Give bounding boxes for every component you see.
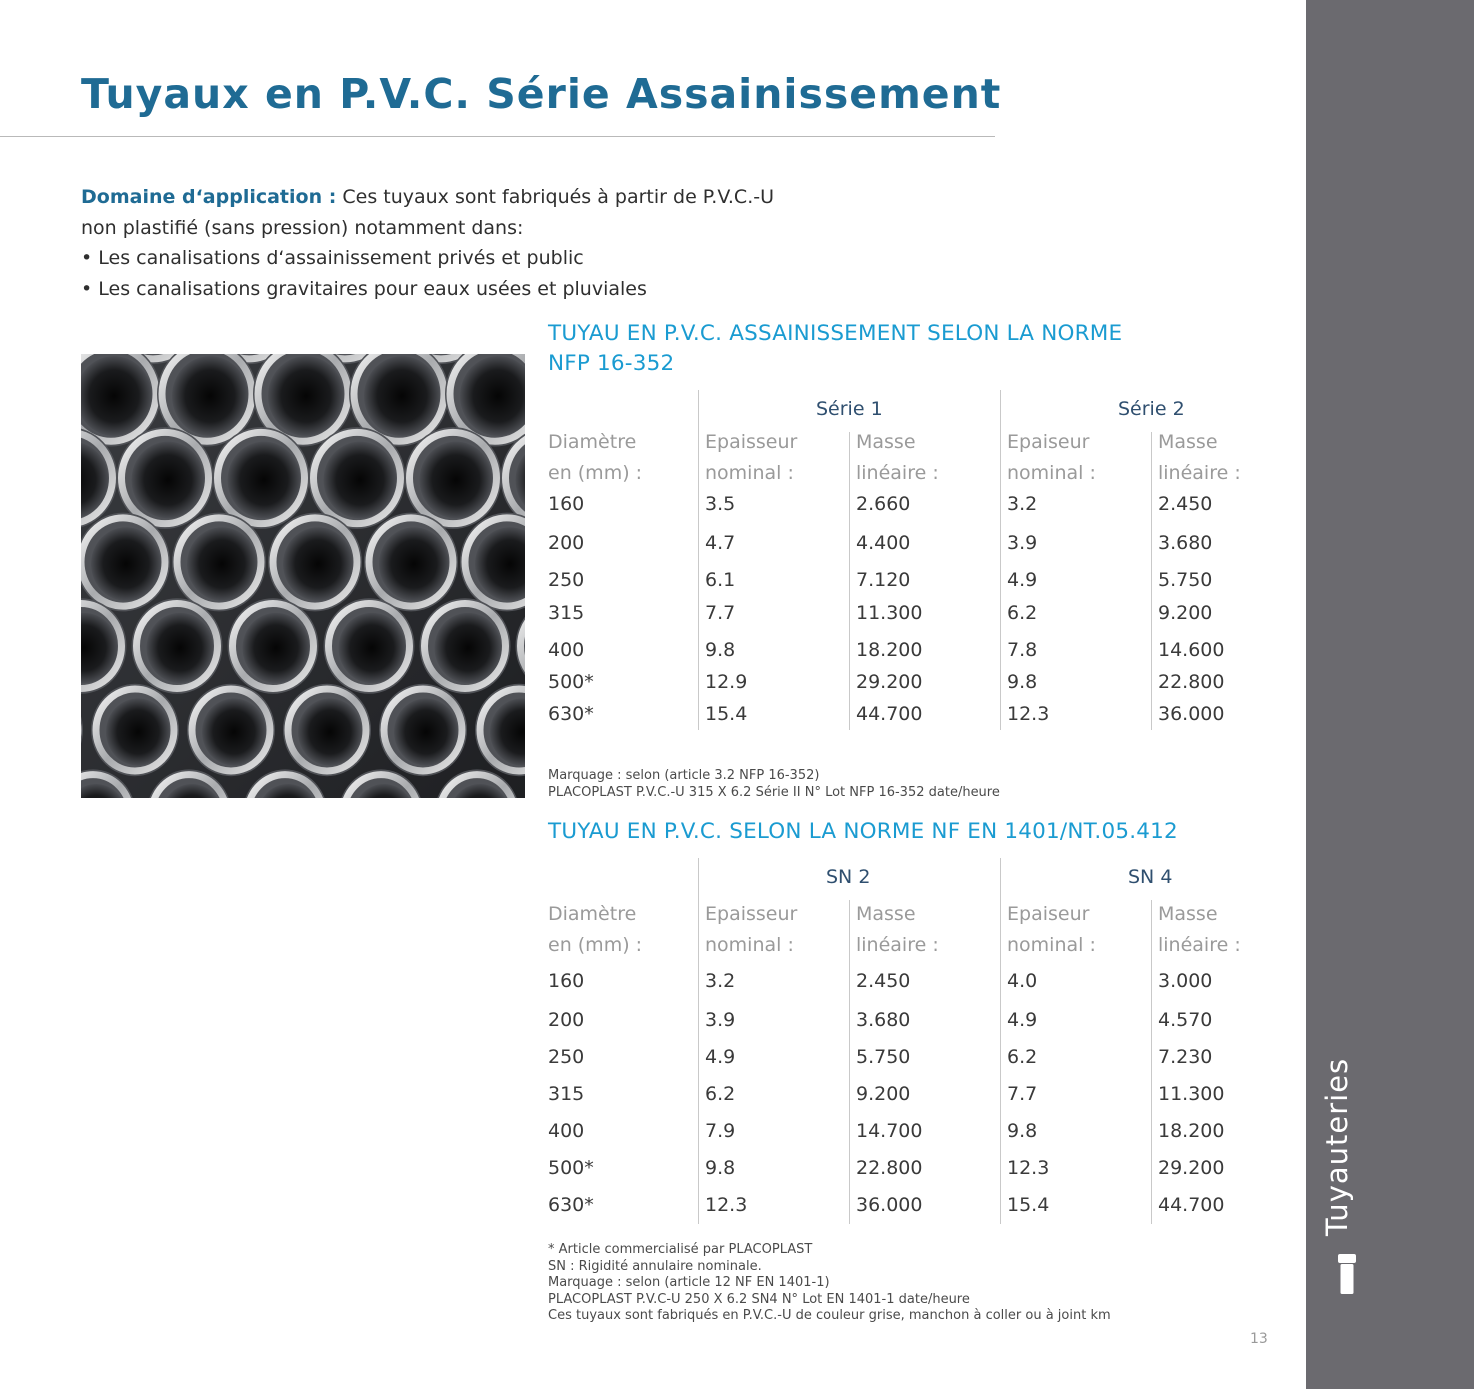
- table-cell: 160: [548, 970, 585, 992]
- table-cell: 7.7: [1007, 1083, 1038, 1105]
- page-title: Tuyaux en P.V.C. Série Assainissement: [81, 70, 1002, 118]
- table-cell: 9.8: [705, 639, 736, 661]
- intro-bullet-1: • Les canalisations d‘assainissement privés et public: [81, 247, 584, 269]
- table-cell: 500*: [548, 1157, 594, 1179]
- pipe-opening: [106, 698, 170, 765]
- group-serie-1: Série 1: [816, 398, 883, 420]
- table-cell: 400: [548, 639, 585, 661]
- table-cell: 4.570: [1158, 1009, 1213, 1031]
- table-cell: 630*: [548, 1194, 594, 1216]
- table-cell: 12.3: [1007, 1157, 1050, 1179]
- note-line: PLACOPLAST P.V.C.-U 315 X 6.2 Série II N° Lot NFP 16-352 date/heure: [548, 784, 1000, 800]
- pipe-opening: [228, 442, 301, 519]
- table-cell: 2.450: [856, 970, 911, 992]
- note-line: * Article commercialisé par PLACOPLAST: [548, 1242, 813, 1257]
- group-sn-4: SN 4: [1128, 866, 1173, 888]
- header-epaisseur-1: Epaisseur nominal :: [705, 431, 798, 484]
- table-cell: 500*: [548, 671, 594, 693]
- table-cell: 4.9: [1007, 569, 1038, 591]
- pipe-opening: [394, 698, 458, 765]
- section1-title-line1: TUYAU EN P.V.C. ASSAINISSEMENT SELON LA NORME: [548, 321, 1123, 346]
- table-cell: 6.2: [1007, 602, 1038, 624]
- table-cell: 4.7: [705, 532, 736, 554]
- table-cell: 4.400: [856, 532, 911, 554]
- pipe-opening: [147, 613, 214, 683]
- table-divider: [849, 432, 850, 730]
- table-cell: 9.8: [705, 1157, 736, 1179]
- table-cell: 200: [548, 532, 585, 554]
- table-cell: 4.9: [1007, 1009, 1038, 1031]
- sidebar-label: Tuyauteries: [1320, 1057, 1354, 1236]
- table-cell: 3.2: [705, 970, 736, 992]
- table-cell: 36.000: [856, 1194, 923, 1216]
- table-cell: 200: [548, 1009, 585, 1031]
- table-cell: 5.750: [1158, 569, 1213, 591]
- pipe-opening: [202, 698, 266, 765]
- table-cell: 4.9: [705, 1046, 736, 1068]
- section1-notes: [548, 768, 1000, 801]
- table-cell: 4.0: [1007, 970, 1038, 992]
- note-line: Marquage : selon (article 3.2 NFP 16-352): [548, 768, 820, 783]
- table-cell: 9.200: [856, 1083, 911, 1105]
- table-cell: 3.5: [705, 493, 736, 515]
- table-cell: 12.3: [705, 1194, 748, 1216]
- table-cell: 6.2: [705, 1083, 736, 1105]
- note-line: Marquage : selon (article 12 NF EN 1401-1): [548, 1275, 830, 1290]
- table-cell: 315: [548, 1083, 585, 1105]
- table-cell: 36.000: [1158, 703, 1225, 725]
- section1-title-line2: NFP 16-352: [548, 351, 675, 376]
- table-divider: [698, 390, 699, 730]
- table-cell: 3.2: [1007, 493, 1038, 515]
- pipe-opening: [339, 613, 406, 683]
- group-sn-2: SN 2: [826, 866, 871, 888]
- header-epaisseur-2: Epaiseur nominal :: [1007, 903, 1096, 956]
- pipe-icon: [1338, 1254, 1356, 1294]
- pipe-opening: [268, 356, 344, 436]
- title-divider: [0, 136, 995, 137]
- pipe-opening: [324, 442, 397, 519]
- pipe-opening: [379, 527, 449, 601]
- intro-label: Domaine d‘application :: [81, 186, 337, 208]
- table-cell: 160: [548, 493, 585, 515]
- pipe-opening: [132, 442, 205, 519]
- pipe-opening: [187, 527, 257, 601]
- table-cell: 2.660: [856, 493, 911, 515]
- pipes-illustration: [81, 354, 525, 798]
- note-line: PLACOPLAST P.V.C-U 250 X 6.2 SN4 N° Lot EN 1401-1 date/heure: [548, 1291, 970, 1307]
- table-cell: 2.450: [1158, 493, 1213, 515]
- pipes-photo: [81, 354, 525, 798]
- table-cell: 15.4: [1007, 1194, 1050, 1216]
- table-cell: 3.9: [1007, 532, 1038, 554]
- table-cell: 11.300: [856, 602, 923, 624]
- section1-title: [548, 319, 1122, 379]
- table-cell: 6.2: [1007, 1046, 1038, 1068]
- table-cell: 7.7: [705, 602, 736, 624]
- table-cell: 3.9: [705, 1009, 736, 1031]
- pipe-opening: [91, 527, 161, 601]
- table-divider: [1000, 390, 1001, 730]
- table-cell: 315: [548, 602, 585, 624]
- table-divider: [1151, 432, 1152, 730]
- table-cell: 400: [548, 1120, 585, 1142]
- page-number: 13: [1250, 1331, 1268, 1347]
- note-line: Ces tuyaux sont fabriqués en P.V.C.-U de couleur grise, manchon à coller ou à joint km: [548, 1308, 1111, 1323]
- intro-bullet-2: • Les canalisations gravitaires pour eaux usées et pluviales: [81, 277, 647, 300]
- pipe-opening: [243, 613, 310, 683]
- intro-line-1: [81, 182, 841, 213]
- pipe-opening: [435, 613, 502, 683]
- pipe-opening: [420, 442, 493, 519]
- pipe-opening: [172, 356, 248, 436]
- header-masse-2: Masse linéaire :: [1158, 903, 1241, 956]
- pipe-opening: [283, 527, 353, 601]
- table-divider: [1151, 900, 1152, 1224]
- table-cell: 7.230: [1158, 1046, 1213, 1068]
- table-cell: 29.200: [856, 671, 923, 693]
- table-cell: 630*: [548, 703, 594, 725]
- table-cell: 250: [548, 569, 585, 591]
- table-cell: 18.200: [856, 639, 923, 661]
- table-cell: 14.600: [1158, 639, 1225, 661]
- table-cell: 3.680: [1158, 532, 1213, 554]
- table-cell: 9.8: [1007, 1120, 1038, 1142]
- table-cell: 5.750: [856, 1046, 911, 1068]
- table-cell: 7.9: [705, 1120, 736, 1142]
- header-epaisseur-1: Epaisseur nominal :: [705, 903, 798, 956]
- table-cell: 22.800: [1158, 671, 1225, 693]
- table-divider: [698, 858, 699, 1224]
- table-cell: 6.1: [705, 569, 736, 591]
- pipe-opening: [298, 698, 362, 765]
- table-cell: 44.700: [1158, 1194, 1225, 1216]
- table-cell: 3.680: [856, 1009, 911, 1031]
- header-epaisseur-2: Epaiseur nominal :: [1007, 431, 1096, 484]
- table-divider: [849, 900, 850, 1224]
- section2-title: TUYAU EN P.V.C. SELON LA NORME NF EN 1401/NT.05.412: [548, 819, 1178, 844]
- group-serie-2: Série 2: [1118, 398, 1185, 420]
- header-diametre: Diamètre en (mm) :: [548, 903, 643, 956]
- header-masse-2: Masse linéaire :: [1158, 431, 1241, 484]
- note-line: SN : Rigidité annulaire nominale.: [548, 1258, 762, 1274]
- nf-en-1401-table: [548, 858, 1268, 1224]
- table-cell: 250: [548, 1046, 585, 1068]
- intro-line-2: non plastifié (sans pression) notamment dans:: [81, 216, 524, 239]
- section2-notes: [548, 1242, 1111, 1325]
- header-masse-1: Masse linéaire :: [856, 431, 939, 484]
- intro-text-1: Ces tuyaux sont fabriqués à partir de P.V.C.-U: [336, 186, 774, 208]
- header-masse-1: Masse linéaire :: [856, 903, 939, 956]
- nfp-16-352-table: [548, 390, 1268, 730]
- table-cell: 7.8: [1007, 639, 1038, 661]
- table-cell: 29.200: [1158, 1157, 1225, 1179]
- table-cell: 44.700: [856, 703, 923, 725]
- table-cell: 15.4: [705, 703, 748, 725]
- table-cell: 12.3: [1007, 703, 1050, 725]
- table-cell: 9.200: [1158, 602, 1213, 624]
- table-cell: 3.000: [1158, 970, 1213, 992]
- table-cell: 22.800: [856, 1157, 923, 1179]
- table-cell: 18.200: [1158, 1120, 1225, 1142]
- table-cell: 12.9: [705, 671, 748, 693]
- table-divider: [1000, 858, 1001, 1224]
- header-diametre: Diamètre en (mm) :: [548, 431, 643, 484]
- table-cell: 14.700: [856, 1120, 923, 1142]
- table-cell: 7.120: [856, 569, 911, 591]
- table-cell: 11.300: [1158, 1083, 1225, 1105]
- application-domain: [81, 182, 841, 304]
- pipe-opening: [364, 356, 440, 436]
- table-cell: 9.8: [1007, 671, 1038, 693]
